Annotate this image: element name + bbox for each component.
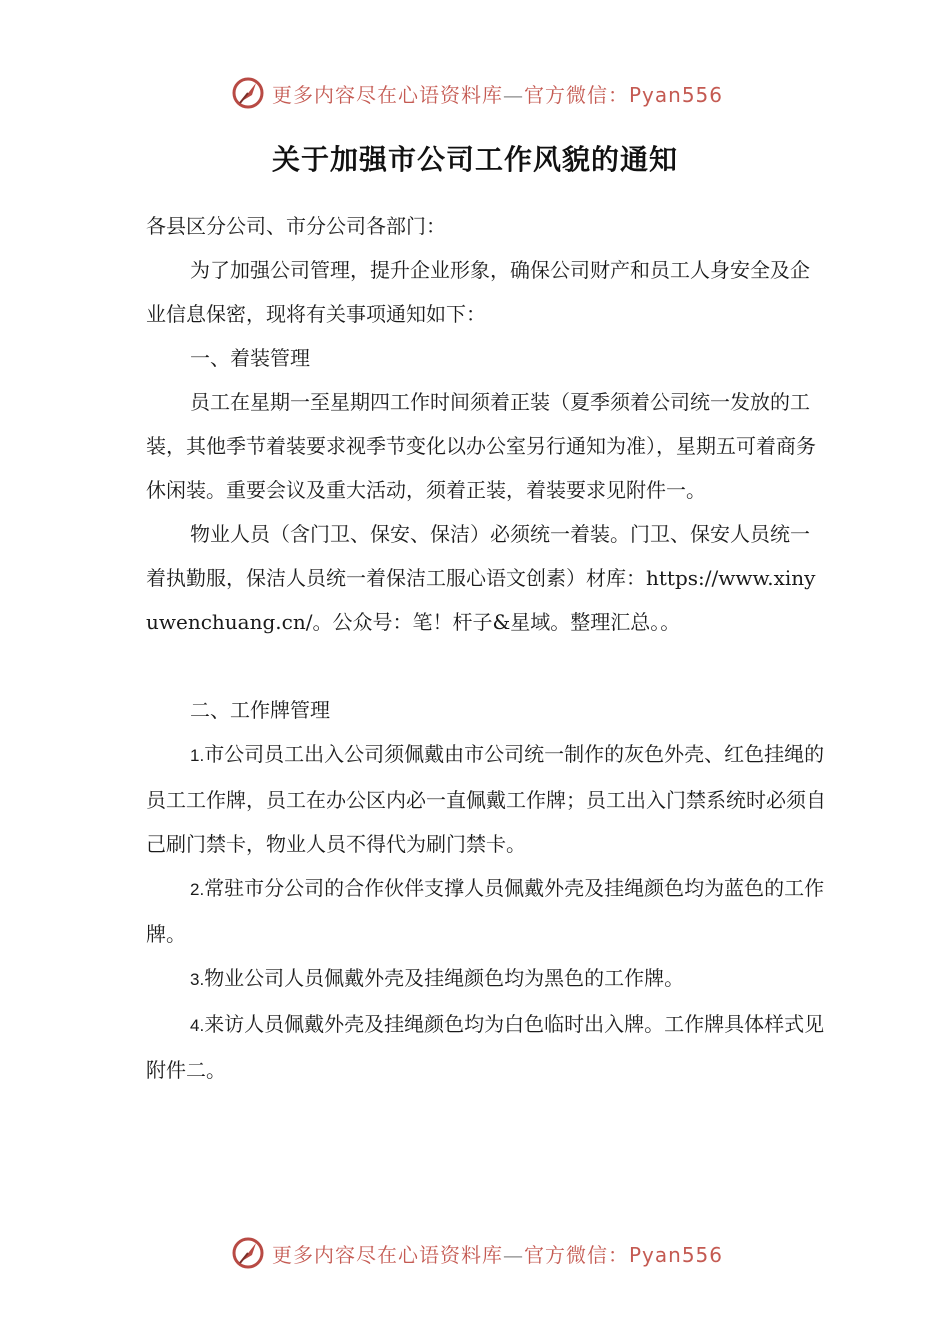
feather-logo-icon [230, 75, 266, 111]
watermark-text: 更多内容尽在心语资料库—官方微信：Pyan556 [272, 1242, 724, 1267]
intro-paragraph: 为了加强公司管理，提升企业形象，确保公司财产和员工人身安全及企业信息保密，现将有关事项通知如下： [146, 258, 810, 326]
watermark-banner-bottom [230, 1233, 723, 1273]
list-item: 2.常驻市分公司的合作伙伴支撑人员佩戴外壳及挂绳颜色均为蓝色的工作牌。 [146, 876, 825, 946]
document-body [146, 204, 826, 1092]
watermark-banner-top [230, 73, 723, 113]
feather-logo-icon [230, 1235, 266, 1271]
list-item: 1.市公司员工出入公司须佩戴由市公司统一制作的灰色外壳、红色挂绳的员工工作牌，员工在办公区内必一直佩戴工作牌；员工出入门禁系统时必须自己刷门禁卡，物业人员不得代为刷门禁卡。 [146, 742, 826, 856]
section1-heading: 一、着装管理 [190, 346, 310, 370]
list-item: 3.物业公司人员佩戴外壳及挂绳颜色均为黑色的工作牌。 [190, 966, 685, 990]
list-item: 4.来访人员佩戴外壳及挂绳颜色均为白色临时出入牌。工作牌具体样式见附件二。 [146, 1012, 825, 1082]
blank-line [146, 644, 826, 688]
section2-heading: 二、工作牌管理 [190, 698, 330, 722]
watermark-text: 更多内容尽在心语资料库—官方微信：Pyan556 [272, 82, 724, 107]
document-title: 关于加强市公司工作风貌的通知 [271, 143, 678, 176]
section1-paragraph-1: 员工在星期一至星期四工作时间须着正装（夏季须着公司统一发放的工装，其他季节着装要求视季节变化以办公室另行通知为准），星期五可着商务休闲装。重要会议及重大活动，须着正装，着装要求见附件一。 [146, 390, 816, 502]
section1-paragraph-2: 物业人员（含门卫、保安、保洁）必须统一着装。门卫、保安人员统一着执勤服，保洁人员统一着保洁工服心语文创素）材库：https://www.xinyuwenchuang.cn/。公众号：笔！杆子&星域。整理汇总。。 [146, 522, 816, 634]
salutation: 各县区分公司、市分公司各部门： [146, 214, 446, 238]
